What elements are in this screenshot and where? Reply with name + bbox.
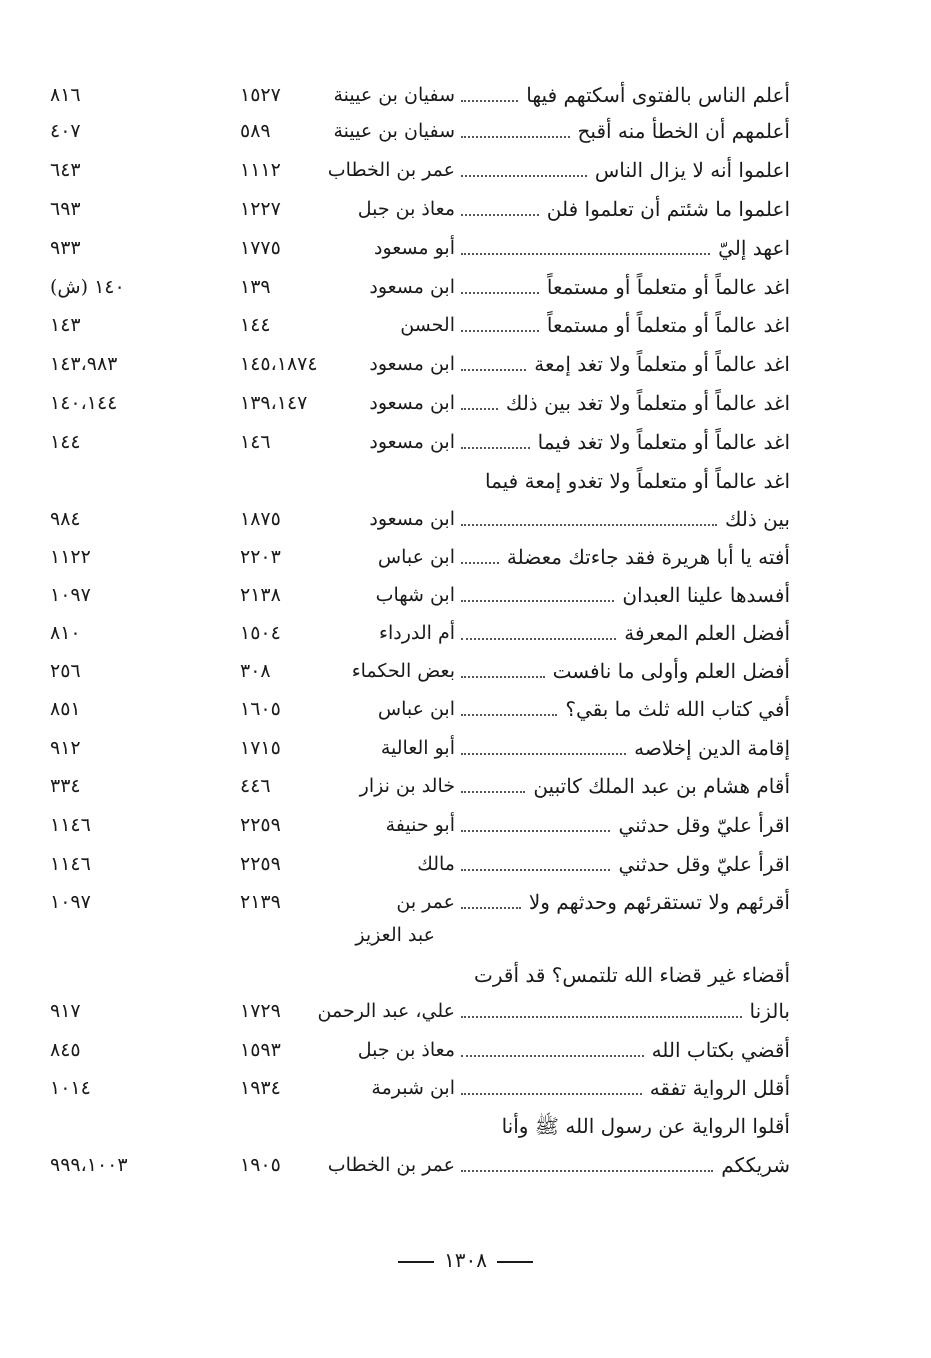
entry-narrator: معاذ بن جبل — [357, 198, 455, 220]
dot-leader — [461, 214, 539, 216]
entry-text: أقضي بكتاب الله — [651, 1038, 790, 1062]
index-entry — [50, 231, 790, 265]
entry-narrator: خالد بن نزار — [359, 775, 455, 797]
entry-narrator: مالك — [417, 853, 455, 875]
index-entry — [50, 654, 790, 688]
entry-number: ٥٨٩ — [240, 120, 271, 142]
entry-text: اغد عالماً أو متعلماً ولا تغد فيما — [537, 430, 790, 454]
dot-leader — [461, 447, 530, 449]
entry-number: ٢١٣٨ — [240, 584, 281, 606]
index-entry — [50, 425, 790, 459]
entry-number: ١٩٠٥ — [240, 1154, 281, 1176]
entry-number: ١٧٧٥ — [240, 237, 281, 259]
index-entry — [50, 1071, 790, 1105]
entry-page: ١٤٤ — [50, 431, 81, 453]
index-entry — [50, 192, 790, 226]
dot-leader — [461, 369, 526, 371]
entry-page: ١١٢٢ — [50, 546, 91, 568]
entry-page: ٩٣٣ — [50, 237, 81, 259]
entry-number: ١٧٢٩ — [240, 1000, 281, 1022]
entry-text: أفضل العلم المعرفة — [624, 621, 790, 645]
entry-page: ١١٤٦ — [50, 814, 91, 836]
index-entry — [50, 847, 790, 881]
entry-narrator: معاذ بن جبل — [357, 1039, 455, 1061]
entry-narrator: أم الدرداء — [379, 622, 455, 644]
index-entry — [50, 114, 790, 148]
dot-leader — [461, 524, 717, 526]
entry-page: ١٤٣،٩٨٣ — [50, 353, 118, 375]
entry-number: ١١١٢ — [240, 159, 281, 181]
entry-text: اغد عالماً أو متعلماً ولا تغد إمعة — [534, 352, 790, 376]
entry-page: ٩٩٩،١٠٠٣ — [50, 1154, 128, 1176]
entry-page: ٩١٢ — [50, 737, 81, 759]
entry-page: ٩٨٤ — [50, 508, 81, 530]
dot-leader — [461, 1170, 713, 1172]
dot-leader — [461, 408, 498, 410]
entry-number: ١٥٩٣ — [240, 1039, 281, 1061]
index-entry — [50, 994, 790, 1028]
entry-number: ٤٤٦ — [240, 775, 271, 797]
index-entry — [50, 78, 790, 112]
index-entry — [50, 578, 790, 612]
entry-page: ١٠١٤ — [50, 1077, 91, 1099]
dot-leader — [461, 136, 570, 138]
dot-leader — [461, 175, 587, 177]
entry-page: ٦٩٣ — [50, 198, 81, 220]
index-entry — [50, 347, 790, 381]
dot-leader — [461, 562, 499, 564]
entry-narrator: عبد العزيز — [355, 924, 435, 946]
entry-number: ٢٢٥٩ — [240, 814, 281, 836]
entry-text: إقامة الدين إخلاصه — [634, 736, 790, 760]
index-entry — [50, 540, 790, 574]
entry-narrator: عمر بن — [396, 891, 455, 913]
index-entry — [50, 731, 790, 765]
entry-number: ٢٢٥٩ — [240, 853, 281, 875]
entry-narrator: ابن شبرمة — [371, 1077, 455, 1099]
entry-page: ٨٥١ — [50, 698, 81, 720]
index-entry — [70, 1109, 790, 1143]
entry-page: ١١٤٦ — [50, 853, 91, 875]
entry-text: اغد عالماً أو متعلماً ولا تغد بين ذلك — [505, 391, 790, 415]
entry-page: ٤٠٧ — [50, 120, 81, 142]
entry-number: ٢٢٠٣ — [240, 546, 281, 568]
entry-narrator: سفيان بن عيينة — [333, 120, 455, 142]
entry-number: ١٩٣٤ — [240, 1077, 281, 1099]
entry-narrator: ابن شهاب — [375, 584, 455, 606]
index-entry — [70, 464, 790, 498]
dot-leader — [461, 791, 525, 793]
dot-leader — [461, 1055, 644, 1057]
entry-number: ٣٠٨ — [240, 660, 271, 682]
entry-page: ١٤٠ (ش) — [50, 276, 125, 298]
index-entry — [50, 308, 790, 342]
dot-leader — [461, 1093, 642, 1095]
entry-narrator: أبو مسعود — [374, 237, 455, 259]
entry-text: أعلم الناس بالفتوى أسكتهم فيها — [526, 83, 790, 107]
entry-number: ١٤٤ — [240, 314, 271, 336]
dot-leader — [461, 600, 614, 602]
index-entry — [50, 692, 790, 726]
index-entry — [50, 808, 790, 842]
entry-narrator: ابن مسعود — [369, 353, 455, 375]
entry-text: اغد عالماً أو متعلماً أو مستمعاً — [546, 313, 790, 337]
entry-text: بين ذلك — [724, 507, 790, 531]
entry-narrator: علي، عبد الرحمن — [317, 1000, 455, 1022]
entry-text: اعلموا أنه لا يزال الناس — [594, 158, 790, 182]
dot-leader — [461, 714, 557, 716]
dot-leader — [461, 753, 626, 755]
index-entry — [70, 918, 790, 952]
index-entry — [50, 885, 790, 919]
entry-text: اغد عالماً أو متعلماً أو مستمعاً — [546, 275, 790, 299]
entry-text: اعهد إليّ — [718, 236, 790, 260]
index-entry — [50, 1148, 790, 1182]
entry-narrator: الحسن — [400, 314, 455, 336]
entry-text: أفته يا أبا هريرة فقد جاءتك معضلة — [506, 545, 790, 569]
entry-text: اغد عالماً أو متعلماً ولا تغدو إمعة فيما — [484, 469, 790, 493]
entry-number: ١٣٩ — [240, 276, 271, 298]
entry-text: أفضل العلم وأولى ما نافست — [552, 659, 790, 683]
dot-leader — [461, 330, 539, 332]
entry-page: ٨١٦ — [50, 84, 81, 106]
entry-text: أعلمهم أن الخطأ منه أقبح — [577, 119, 790, 143]
index-entry — [50, 769, 790, 803]
entry-text: أقرئهم ولا تستقرئهم وحدثهم ولا — [528, 890, 790, 914]
entry-text: شريككم — [721, 1153, 790, 1177]
entry-page: ١٤٠،١٤٤ — [50, 392, 118, 414]
entry-number: ١٤٥،١٨٧٤ — [240, 353, 318, 375]
entry-page: ٨٤٥ — [50, 1039, 81, 1061]
entry-narrator: ابن مسعود — [369, 431, 455, 453]
entry-text: أقضاء غير قضاء الله تلتمس؟ قد أقرت — [474, 963, 790, 987]
entry-number: ٢١٣٩ — [240, 891, 281, 913]
entry-narrator: ابن عباس — [377, 546, 455, 568]
entry-page: ٨١٠ — [50, 622, 81, 644]
entry-number: ١٤٦ — [240, 431, 271, 453]
dot-leader — [461, 1016, 742, 1018]
entry-number: ١٢٢٧ — [240, 198, 281, 220]
index-entry — [50, 502, 790, 536]
index-entry — [50, 153, 790, 187]
entry-text: أقام هشام بن عبد الملك كاتبين — [533, 774, 790, 798]
index-entry — [70, 958, 790, 992]
entry-narrator: ابن مسعود — [369, 276, 455, 298]
entry-narrator: ابن مسعود — [369, 508, 455, 530]
dot-leader — [461, 869, 610, 871]
entry-text: اقرأ عليّ وقل حدثني — [618, 852, 790, 876]
dot-leader — [461, 638, 616, 640]
entry-page: ١٤٣ — [50, 314, 81, 336]
entry-narrator: ابن عباس — [377, 698, 455, 720]
entry-narrator: أبو العالية — [380, 737, 455, 759]
entry-text: أفسدها علينا العبدان — [622, 583, 790, 607]
dot-leader — [461, 100, 518, 102]
entry-narrator: عمر بن الخطاب — [327, 159, 455, 181]
entry-text: أقلوا الرواية عن رسول الله ﷺ وأنا — [501, 1114, 790, 1138]
dot-leader — [461, 292, 539, 294]
entry-page: ٦٤٣ — [50, 159, 81, 181]
dot-leader — [461, 830, 610, 832]
entry-number: ١٥٠٤ — [240, 622, 281, 644]
page-number: ١٣٠٨ — [444, 1248, 487, 1272]
dot-leader — [461, 907, 521, 909]
dot-leader — [461, 253, 710, 255]
entry-text: أقلل الرواية تفقه — [649, 1076, 790, 1100]
footer-dash-left — [398, 1261, 434, 1263]
index-entry — [50, 386, 790, 420]
entry-number: ١٣٩،١٤٧ — [240, 392, 308, 414]
dot-leader — [461, 676, 545, 678]
entry-narrator: أبو حنيفة — [385, 814, 455, 836]
footer-dash-right — [497, 1261, 533, 1263]
entry-page: ٩١٧ — [50, 1000, 81, 1022]
entry-page: ٢٥٦ — [50, 660, 81, 682]
entry-number: ١٦٠٥ — [240, 698, 281, 720]
index-entry — [50, 270, 790, 304]
entry-number: ١٨٧٥ — [240, 508, 281, 530]
entry-text: اقرأ عليّ وقل حدثني — [618, 813, 790, 837]
entry-narrator: بعض الحكماء — [351, 660, 455, 682]
entry-page: ١٠٩٧ — [50, 891, 91, 913]
entry-page: ١٠٩٧ — [50, 584, 91, 606]
entry-narrator: سفيان بن عيينة — [333, 84, 455, 106]
entry-narrator: عمر بن الخطاب — [327, 1154, 455, 1176]
index-entry — [50, 1033, 790, 1067]
entry-text: اعلموا ما شئتم أن تعلموا فلن — [546, 197, 790, 221]
page-footer — [0, 1248, 931, 1272]
index-entry — [50, 616, 790, 650]
entry-page: ٣٣٤ — [50, 775, 81, 797]
entry-number: ١٧١٥ — [240, 737, 281, 759]
entry-number: ١٥٢٧ — [240, 84, 281, 106]
entry-text: بالزنا — [749, 999, 790, 1023]
entry-narrator: ابن مسعود — [369, 392, 455, 414]
entry-text: أفي كتاب الله ثلث ما بقي؟ — [565, 697, 790, 721]
